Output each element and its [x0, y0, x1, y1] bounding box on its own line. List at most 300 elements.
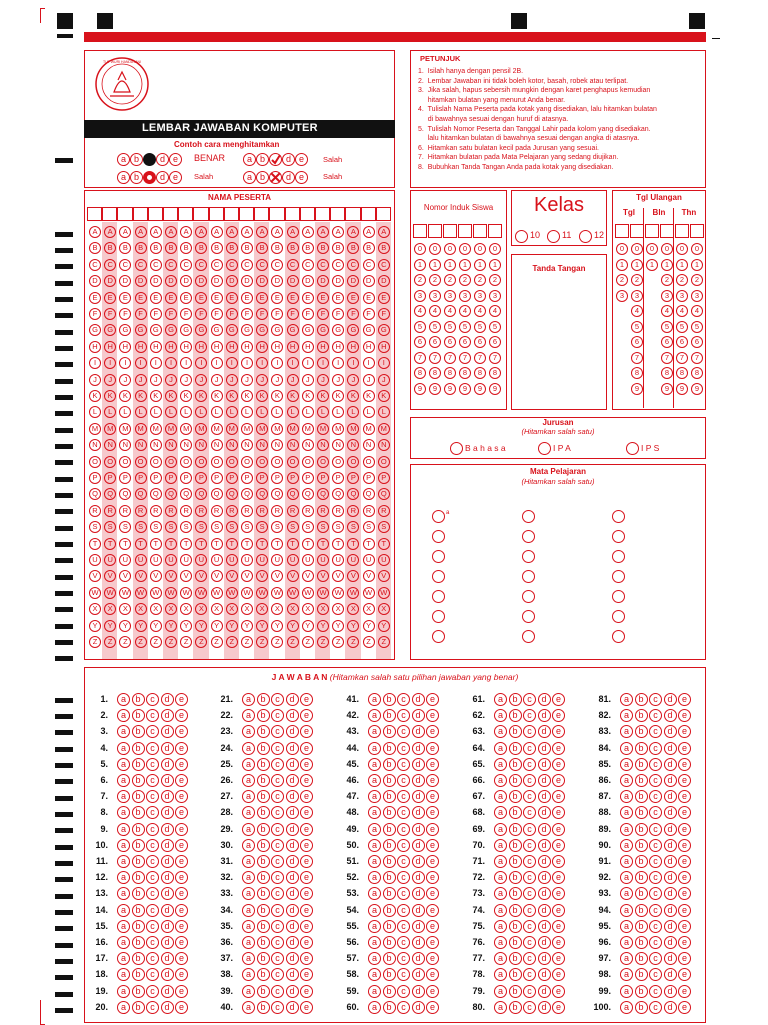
answer-bubble[interactable]: c: [649, 758, 662, 771]
name-bubble[interactable]: G: [287, 324, 299, 336]
answer-bubble[interactable]: c: [649, 855, 662, 868]
answer-bubble[interactable]: c: [271, 742, 284, 755]
answer-bubble[interactable]: b: [509, 968, 522, 981]
name-bubble[interactable]: G: [89, 324, 101, 336]
answer-bubble[interactable]: d: [664, 904, 677, 917]
name-bubble[interactable]: X: [378, 603, 390, 615]
name-bubble[interactable]: I: [378, 357, 390, 369]
name-bubble[interactable]: R: [104, 505, 116, 517]
answer-bubble[interactable]: e: [678, 871, 691, 884]
answer-bubble[interactable]: a: [620, 952, 633, 965]
name-bubble[interactable]: H: [378, 341, 390, 353]
answer-bubble[interactable]: b: [257, 774, 270, 787]
answer-bubble[interactable]: b: [132, 952, 145, 965]
name-bubble[interactable]: D: [363, 275, 375, 287]
answer-bubble[interactable]: e: [300, 758, 313, 771]
name-bubble[interactable]: V: [287, 570, 299, 582]
answer-bubble[interactable]: a: [620, 904, 633, 917]
answer-bubble[interactable]: e: [300, 920, 313, 933]
name-bubble[interactable]: C: [287, 259, 299, 271]
name-bubble[interactable]: P: [363, 472, 375, 484]
answer-bubble[interactable]: d: [664, 823, 677, 836]
answer-bubble[interactable]: e: [426, 823, 439, 836]
name-letter-box[interactable]: [376, 207, 391, 221]
tgl-bubble[interactable]: 1: [616, 259, 628, 271]
name-bubble[interactable]: C: [150, 259, 162, 271]
name-bubble[interactable]: M: [332, 423, 344, 435]
name-bubble[interactable]: A: [256, 226, 268, 238]
answer-bubble[interactable]: d: [286, 725, 299, 738]
name-bubble[interactable]: I: [347, 357, 359, 369]
answer-bubble[interactable]: b: [257, 936, 270, 949]
answer-bubble[interactable]: c: [146, 936, 159, 949]
answer-bubble[interactable]: a: [368, 871, 381, 884]
name-bubble[interactable]: N: [104, 439, 116, 451]
answer-bubble[interactable]: a: [242, 904, 255, 917]
name-bubble[interactable]: I: [287, 357, 299, 369]
answer-bubble[interactable]: d: [286, 774, 299, 787]
answer-bubble[interactable]: b: [257, 725, 270, 738]
name-bubble[interactable]: B: [256, 242, 268, 254]
name-bubble[interactable]: L: [211, 406, 223, 418]
name-bubble[interactable]: C: [271, 259, 283, 271]
answer-bubble[interactable]: e: [426, 758, 439, 771]
name-bubble[interactable]: F: [195, 308, 207, 320]
name-bubble[interactable]: L: [256, 406, 268, 418]
answer-bubble[interactable]: a: [117, 742, 130, 755]
name-bubble[interactable]: F: [165, 308, 177, 320]
nis-bubble[interactable]: 3: [429, 290, 441, 302]
name-bubble[interactable]: Q: [195, 488, 207, 500]
answer-bubble[interactable]: e: [300, 1001, 313, 1014]
answer-bubble[interactable]: c: [146, 742, 159, 755]
answer-bubble[interactable]: e: [678, 855, 691, 868]
name-bubble[interactable]: L: [180, 406, 192, 418]
answer-bubble[interactable]: a: [620, 968, 633, 981]
name-bubble[interactable]: H: [256, 341, 268, 353]
name-bubble[interactable]: P: [271, 472, 283, 484]
answer-bubble[interactable]: c: [397, 725, 410, 738]
name-bubble[interactable]: Q: [347, 488, 359, 500]
answer-bubble[interactable]: e: [426, 887, 439, 900]
name-bubble[interactable]: I: [104, 357, 116, 369]
answer-bubble[interactable]: e: [300, 823, 313, 836]
name-bubble[interactable]: F: [104, 308, 116, 320]
name-bubble[interactable]: B: [271, 242, 283, 254]
name-bubble[interactable]: D: [332, 275, 344, 287]
name-bubble[interactable]: L: [119, 406, 131, 418]
answer-bubble[interactable]: d: [412, 709, 425, 722]
answer-bubble[interactable]: d: [412, 887, 425, 900]
answer-bubble[interactable]: e: [175, 725, 188, 738]
name-bubble[interactable]: V: [150, 570, 162, 582]
answer-bubble[interactable]: e: [300, 936, 313, 949]
name-bubble[interactable]: B: [89, 242, 101, 254]
answer-bubble[interactable]: d: [664, 871, 677, 884]
mapel-bubble[interactable]: [522, 570, 535, 583]
name-bubble[interactable]: S: [302, 521, 314, 533]
name-bubble[interactable]: Z: [287, 636, 299, 648]
name-bubble[interactable]: O: [89, 456, 101, 468]
answer-bubble[interactable]: a: [620, 823, 633, 836]
name-bubble[interactable]: P: [317, 472, 329, 484]
nis-bubble[interactable]: 2: [459, 274, 471, 286]
answer-bubble[interactable]: e: [678, 920, 691, 933]
name-bubble[interactable]: L: [241, 406, 253, 418]
answer-bubble[interactable]: e: [175, 758, 188, 771]
answer-bubble[interactable]: a: [242, 920, 255, 933]
tgl-bubble[interactable]: 6: [676, 336, 688, 348]
name-bubble[interactable]: E: [317, 292, 329, 304]
answer-bubble[interactable]: b: [132, 968, 145, 981]
answer-bubble[interactable]: e: [678, 823, 691, 836]
nis-bubble[interactable]: 7: [474, 352, 486, 364]
answer-bubble[interactable]: b: [635, 855, 648, 868]
answer-bubble[interactable]: b: [635, 968, 648, 981]
answer-bubble[interactable]: e: [300, 839, 313, 852]
name-bubble[interactable]: N: [226, 439, 238, 451]
name-bubble[interactable]: W: [241, 587, 253, 599]
name-bubble[interactable]: E: [302, 292, 314, 304]
answer-bubble[interactable]: b: [635, 871, 648, 884]
name-bubble[interactable]: X: [347, 603, 359, 615]
name-bubble[interactable]: W: [150, 587, 162, 599]
name-bubble[interactable]: N: [302, 439, 314, 451]
answer-bubble[interactable]: e: [426, 952, 439, 965]
kelas-bubble[interactable]: [547, 230, 560, 243]
name-bubble[interactable]: W: [180, 587, 192, 599]
name-letter-box[interactable]: [178, 207, 193, 221]
name-bubble[interactable]: Z: [104, 636, 116, 648]
answer-bubble[interactable]: c: [523, 887, 536, 900]
name-bubble[interactable]: K: [119, 390, 131, 402]
mapel-bubble[interactable]: [612, 610, 625, 623]
answer-bubble[interactable]: e: [426, 790, 439, 803]
name-bubble[interactable]: L: [317, 406, 329, 418]
name-bubble[interactable]: D: [256, 275, 268, 287]
answer-bubble[interactable]: a: [117, 936, 130, 949]
name-bubble[interactable]: I: [226, 357, 238, 369]
name-bubble[interactable]: D: [378, 275, 390, 287]
answer-bubble[interactable]: d: [412, 693, 425, 706]
answer-bubble[interactable]: b: [257, 742, 270, 755]
name-bubble[interactable]: W: [195, 587, 207, 599]
name-bubble[interactable]: C: [89, 259, 101, 271]
answer-bubble[interactable]: a: [117, 952, 130, 965]
answer-bubble[interactable]: e: [552, 742, 565, 755]
name-bubble[interactable]: H: [226, 341, 238, 353]
answer-bubble[interactable]: d: [286, 871, 299, 884]
name-bubble[interactable]: V: [104, 570, 116, 582]
name-bubble[interactable]: J: [317, 374, 329, 386]
answer-bubble[interactable]: b: [132, 758, 145, 771]
nis-bubble[interactable]: 4: [474, 305, 486, 317]
answer-bubble[interactable]: b: [635, 790, 648, 803]
answer-bubble[interactable]: a: [620, 936, 633, 949]
answer-bubble[interactable]: a: [368, 790, 381, 803]
name-bubble[interactable]: U: [135, 554, 147, 566]
name-letter-box[interactable]: [133, 207, 148, 221]
name-bubble[interactable]: G: [211, 324, 223, 336]
answer-bubble[interactable]: e: [678, 839, 691, 852]
answer-bubble[interactable]: c: [271, 985, 284, 998]
answer-bubble[interactable]: d: [412, 774, 425, 787]
answer-bubble[interactable]: e: [678, 985, 691, 998]
name-bubble[interactable]: B: [165, 242, 177, 254]
name-bubble[interactable]: P: [287, 472, 299, 484]
name-bubble[interactable]: H: [135, 341, 147, 353]
answer-bubble[interactable]: a: [242, 742, 255, 755]
answer-bubble[interactable]: a: [620, 920, 633, 933]
answer-bubble[interactable]: c: [523, 742, 536, 755]
answer-bubble[interactable]: a: [242, 806, 255, 819]
name-bubble[interactable]: K: [135, 390, 147, 402]
mapel-bubble[interactable]: [432, 590, 445, 603]
answer-bubble[interactable]: b: [635, 887, 648, 900]
answer-bubble[interactable]: b: [509, 855, 522, 868]
name-bubble[interactable]: J: [211, 374, 223, 386]
name-bubble[interactable]: V: [135, 570, 147, 582]
nis-bubble[interactable]: 1: [444, 259, 456, 271]
name-bubble[interactable]: R: [150, 505, 162, 517]
answer-bubble[interactable]: b: [257, 839, 270, 852]
name-bubble[interactable]: O: [104, 456, 116, 468]
answer-bubble[interactable]: b: [635, 774, 648, 787]
answer-bubble[interactable]: d: [161, 806, 174, 819]
tgl-bubble[interactable]: 1: [676, 259, 688, 271]
answer-bubble[interactable]: e: [678, 758, 691, 771]
answer-bubble[interactable]: a: [620, 871, 633, 884]
name-bubble[interactable]: S: [180, 521, 192, 533]
name-bubble[interactable]: D: [165, 275, 177, 287]
name-bubble[interactable]: D: [226, 275, 238, 287]
name-bubble[interactable]: J: [89, 374, 101, 386]
name-bubble[interactable]: W: [135, 587, 147, 599]
name-letter-box[interactable]: [193, 207, 208, 221]
answer-bubble[interactable]: c: [146, 693, 159, 706]
answer-bubble[interactable]: b: [383, 790, 396, 803]
tgl-bubble[interactable]: 8: [691, 367, 703, 379]
answer-bubble[interactable]: e: [300, 806, 313, 819]
tgl-bubble[interactable]: 9: [691, 383, 703, 395]
name-bubble[interactable]: I: [89, 357, 101, 369]
name-letter-box[interactable]: [315, 207, 330, 221]
name-bubble[interactable]: Y: [180, 620, 192, 632]
answer-bubble[interactable]: b: [509, 758, 522, 771]
answer-bubble[interactable]: c: [397, 985, 410, 998]
answer-bubble[interactable]: a: [620, 790, 633, 803]
name-bubble[interactable]: L: [165, 406, 177, 418]
name-bubble[interactable]: W: [226, 587, 238, 599]
name-bubble[interactable]: Y: [119, 620, 131, 632]
answer-bubble[interactable]: b: [509, 887, 522, 900]
answer-bubble[interactable]: a: [368, 985, 381, 998]
answer-bubble[interactable]: e: [300, 709, 313, 722]
answer-bubble[interactable]: e: [678, 725, 691, 738]
answer-bubble[interactable]: d: [412, 758, 425, 771]
answer-bubble[interactable]: a: [494, 871, 507, 884]
nis-bubble[interactable]: 4: [459, 305, 471, 317]
name-bubble[interactable]: G: [256, 324, 268, 336]
answer-bubble[interactable]: c: [146, 774, 159, 787]
answer-bubble[interactable]: c: [146, 823, 159, 836]
mapel-bubble[interactable]: [432, 630, 445, 643]
answer-bubble[interactable]: e: [175, 742, 188, 755]
answer-bubble[interactable]: b: [383, 742, 396, 755]
name-bubble[interactable]: B: [104, 242, 116, 254]
name-bubble[interactable]: O: [256, 456, 268, 468]
name-bubble[interactable]: V: [302, 570, 314, 582]
name-bubble[interactable]: C: [119, 259, 131, 271]
jurusan-bubble[interactable]: [450, 442, 463, 455]
answer-bubble[interactable]: c: [649, 920, 662, 933]
name-bubble[interactable]: S: [241, 521, 253, 533]
answer-bubble[interactable]: d: [286, 887, 299, 900]
answer-bubble[interactable]: d: [161, 758, 174, 771]
name-bubble[interactable]: M: [317, 423, 329, 435]
answer-bubble[interactable]: a: [242, 774, 255, 787]
nis-bubble[interactable]: 3: [489, 290, 501, 302]
answer-bubble[interactable]: d: [538, 985, 551, 998]
tgl-bubble[interactable]: 9: [661, 383, 673, 395]
name-bubble[interactable]: P: [180, 472, 192, 484]
name-bubble[interactable]: A: [332, 226, 344, 238]
mapel-bubble[interactable]: [522, 630, 535, 643]
name-bubble[interactable]: H: [165, 341, 177, 353]
answer-bubble[interactable]: c: [649, 839, 662, 852]
name-bubble[interactable]: A: [226, 226, 238, 238]
name-bubble[interactable]: Q: [287, 488, 299, 500]
answer-bubble[interactable]: c: [397, 904, 410, 917]
name-bubble[interactable]: R: [165, 505, 177, 517]
name-bubble[interactable]: G: [347, 324, 359, 336]
name-bubble[interactable]: R: [226, 505, 238, 517]
tgl-bubble[interactable]: 7: [691, 352, 703, 364]
answer-bubble[interactable]: b: [257, 952, 270, 965]
answer-bubble[interactable]: e: [300, 985, 313, 998]
answer-bubble[interactable]: a: [242, 871, 255, 884]
name-bubble[interactable]: C: [317, 259, 329, 271]
nis-bubble[interactable]: 8: [444, 367, 456, 379]
name-bubble[interactable]: Q: [180, 488, 192, 500]
answer-bubble[interactable]: b: [383, 774, 396, 787]
answer-bubble[interactable]: c: [649, 823, 662, 836]
answer-bubble[interactable]: b: [635, 693, 648, 706]
nis-bubble[interactable]: 4: [444, 305, 456, 317]
name-bubble[interactable]: E: [180, 292, 192, 304]
name-bubble[interactable]: E: [104, 292, 116, 304]
answer-bubble[interactable]: a: [620, 855, 633, 868]
name-bubble[interactable]: S: [271, 521, 283, 533]
answer-bubble[interactable]: d: [664, 725, 677, 738]
name-bubble[interactable]: D: [135, 275, 147, 287]
answer-bubble[interactable]: a: [117, 985, 130, 998]
name-bubble[interactable]: E: [119, 292, 131, 304]
answer-bubble[interactable]: a: [368, 887, 381, 900]
name-bubble[interactable]: Y: [150, 620, 162, 632]
answer-bubble[interactable]: e: [552, 725, 565, 738]
name-bubble[interactable]: W: [363, 587, 375, 599]
answer-bubble[interactable]: d: [286, 936, 299, 949]
answer-bubble[interactable]: c: [523, 806, 536, 819]
name-bubble[interactable]: G: [180, 324, 192, 336]
answer-bubble[interactable]: c: [523, 774, 536, 787]
name-bubble[interactable]: Q: [226, 488, 238, 500]
answer-bubble[interactable]: a: [117, 904, 130, 917]
answer-bubble[interactable]: e: [175, 968, 188, 981]
name-bubble[interactable]: T: [165, 538, 177, 550]
answer-bubble[interactable]: e: [426, 1001, 439, 1014]
answer-bubble[interactable]: b: [635, 1001, 648, 1014]
name-bubble[interactable]: L: [135, 406, 147, 418]
nis-bubble[interactable]: 8: [489, 367, 501, 379]
answer-bubble[interactable]: c: [146, 758, 159, 771]
answer-bubble[interactable]: b: [257, 855, 270, 868]
name-bubble[interactable]: X: [89, 603, 101, 615]
name-bubble[interactable]: O: [287, 456, 299, 468]
name-bubble[interactable]: W: [378, 587, 390, 599]
name-bubble[interactable]: J: [287, 374, 299, 386]
name-bubble[interactable]: C: [332, 259, 344, 271]
answer-bubble[interactable]: d: [538, 725, 551, 738]
answer-bubble[interactable]: c: [146, 920, 159, 933]
name-bubble[interactable]: J: [363, 374, 375, 386]
answer-bubble[interactable]: a: [368, 904, 381, 917]
answer-bubble[interactable]: a: [117, 774, 130, 787]
name-bubble[interactable]: C: [195, 259, 207, 271]
tgl-bubble[interactable]: 2: [691, 274, 703, 286]
name-bubble[interactable]: G: [378, 324, 390, 336]
answer-bubble[interactable]: e: [678, 1001, 691, 1014]
name-bubble[interactable]: O: [241, 456, 253, 468]
answer-bubble[interactable]: a: [494, 887, 507, 900]
name-bubble[interactable]: T: [378, 538, 390, 550]
answer-bubble[interactable]: b: [132, 693, 145, 706]
nis-bubble[interactable]: 7: [414, 352, 426, 364]
tgl-digit-box[interactable]: [630, 224, 644, 238]
name-bubble[interactable]: T: [119, 538, 131, 550]
answer-bubble[interactable]: a: [368, 839, 381, 852]
answer-bubble[interactable]: e: [552, 904, 565, 917]
answer-bubble[interactable]: a: [368, 709, 381, 722]
name-bubble[interactable]: H: [241, 341, 253, 353]
name-bubble[interactable]: C: [241, 259, 253, 271]
name-bubble[interactable]: M: [89, 423, 101, 435]
answer-bubble[interactable]: d: [412, 920, 425, 933]
name-bubble[interactable]: G: [317, 324, 329, 336]
name-bubble[interactable]: W: [302, 587, 314, 599]
tgl-bubble[interactable]: 3: [616, 290, 628, 302]
nis-bubble[interactable]: 6: [414, 336, 426, 348]
name-bubble[interactable]: S: [89, 521, 101, 533]
name-bubble[interactable]: M: [104, 423, 116, 435]
name-bubble[interactable]: F: [226, 308, 238, 320]
name-bubble[interactable]: M: [271, 423, 283, 435]
answer-bubble[interactable]: b: [635, 920, 648, 933]
nis-bubble[interactable]: 7: [429, 352, 441, 364]
name-bubble[interactable]: N: [317, 439, 329, 451]
nis-bubble[interactable]: 9: [474, 383, 486, 395]
name-bubble[interactable]: L: [287, 406, 299, 418]
name-bubble[interactable]: T: [363, 538, 375, 550]
answer-bubble[interactable]: c: [397, 758, 410, 771]
answer-bubble[interactable]: c: [146, 839, 159, 852]
tgl-bubble[interactable]: 5: [631, 321, 643, 333]
name-bubble[interactable]: Q: [256, 488, 268, 500]
name-bubble[interactable]: T: [180, 538, 192, 550]
name-bubble[interactable]: U: [119, 554, 131, 566]
name-bubble[interactable]: G: [104, 324, 116, 336]
